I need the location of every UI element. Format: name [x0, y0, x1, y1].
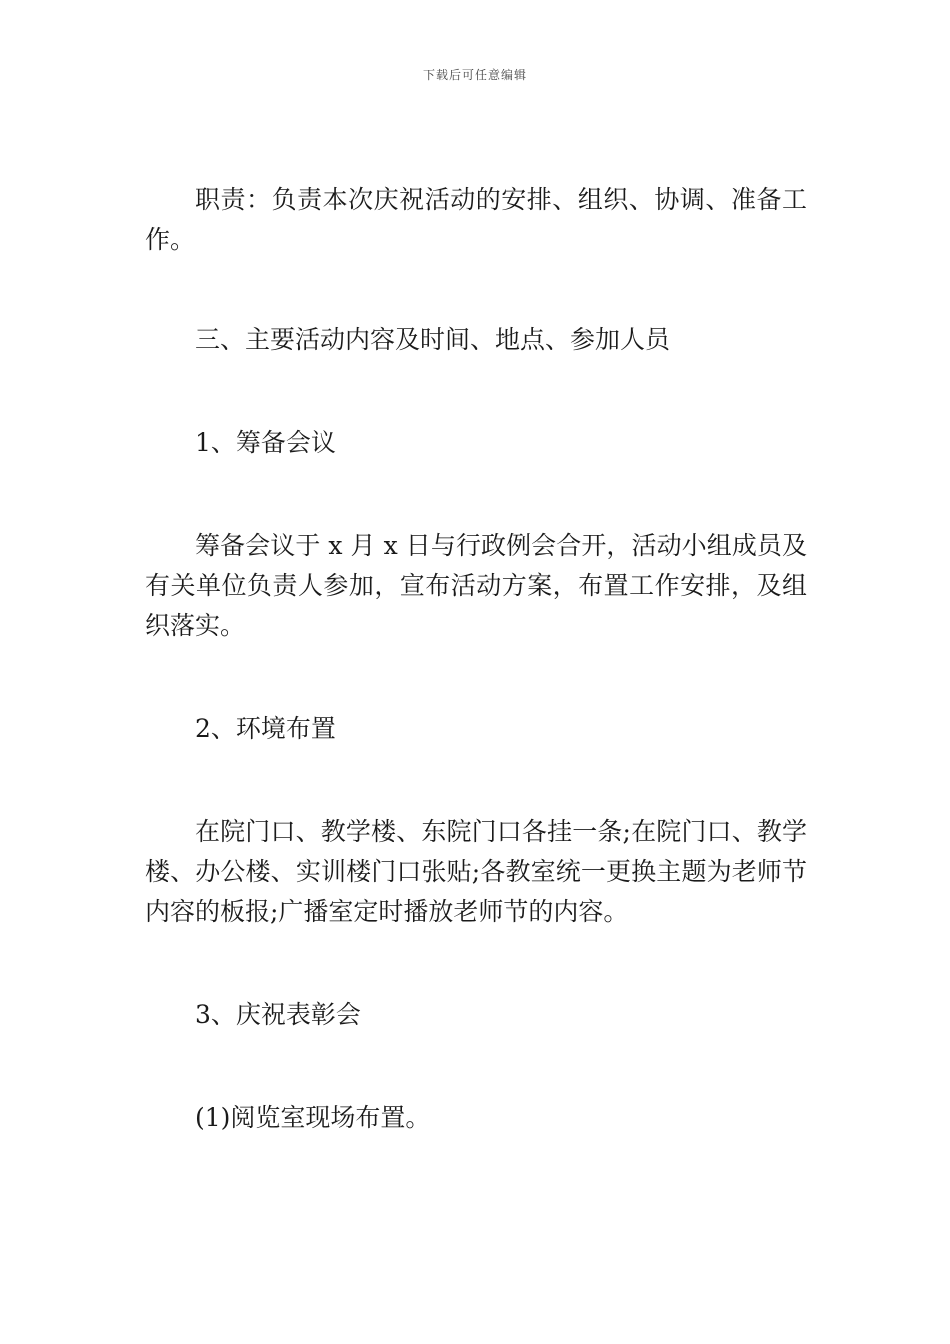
subheading-celebration-meeting: 3、庆祝表彰会 [195, 1000, 361, 1029]
page-header-note: 下载后可任意编辑 [422, 68, 527, 82]
list-item-reading-room-setup: (1)阅览室现场布置。 [195, 1103, 431, 1132]
paragraph-preparatory-meeting: 筹备会议于 x 月 x 日与行政例会合开，活动小组成员及有关单位负责人参加，宣布活动方案，布置工作安排，及组织落实。 [145, 531, 807, 640]
paragraph-environment-setup: 在院门口、教学楼、东院门口各挂一条;在院门口、教学楼、办公楼、实训楼门口张贴;各教室统一更换主题为老师节内容的板报;广播室定时播放老师节的内容。 [145, 817, 807, 926]
subheading-environment-setup: 2、环境布置 [195, 714, 336, 743]
paragraph-duties: 职责：负责本次庆祝活动的安排、组织、协调、准备工作。 [145, 185, 807, 254]
section-heading-3: 三、主要活动内容及时间、地点、参加人员 [195, 325, 671, 354]
subheading-preparatory-meeting: 1、筹备会议 [195, 428, 336, 457]
document-body [145, 180, 807, 1138]
